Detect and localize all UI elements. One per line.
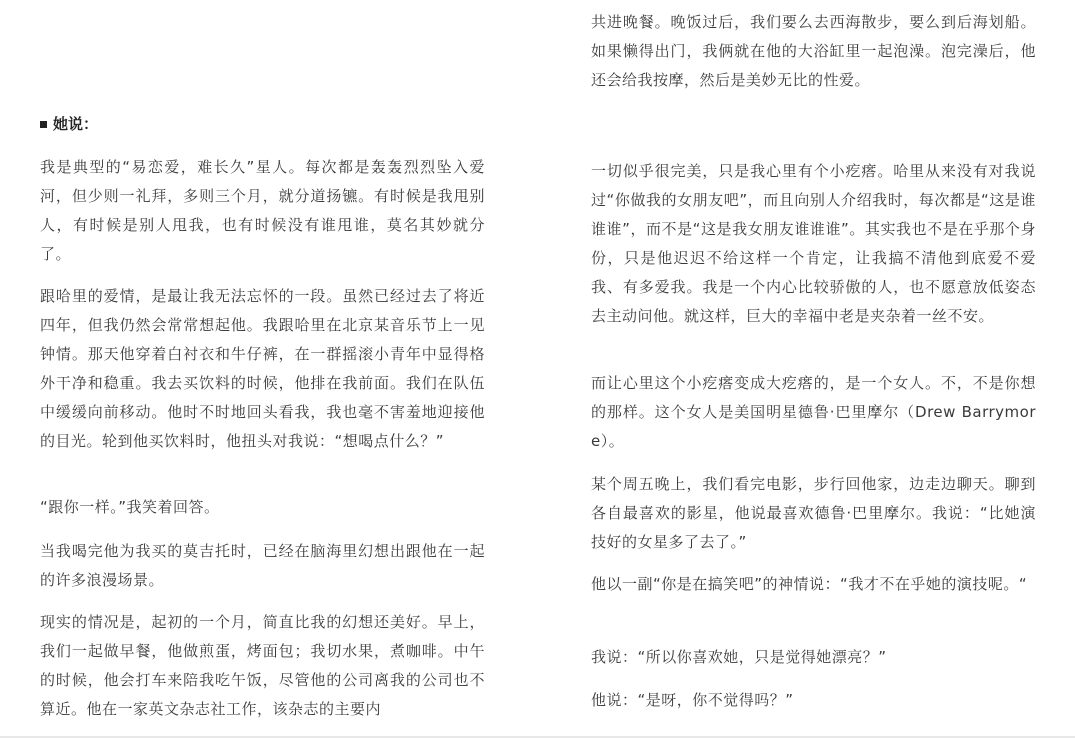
paragraph: 他以一副“你是在搞笑吧”的神情说：“我才不在乎她的演技呢。“ (591, 575, 1028, 593)
paragraph: 跟哈里的爱情，是最让我无法忘怀的一段。虽然已经过去了将近四年，但我仍然会常常想起他。我跟哈里在北京某音乐节上一见钟情。那天他穿着白衬衣和牛仔裤，在一群摇滚小青年中显得格外干净和稳重。我去买饮料的时候，他排在我前面。我们在队伍中缓缓向前移动。他时不时地回头看我，我也毫不害羞地迎接他的目光。轮到他买饮料时，他扭头对我说：“想喝点什么？” (40, 287, 485, 450)
section-heading-text: 她说： (53, 115, 99, 133)
paragraph: 我说：“所以你喜欢她，只是觉得她漂亮？” (591, 648, 887, 666)
paragraph: “跟你一样。”我笑着回答。 (40, 498, 220, 516)
paragraph: 而让心里这个小疙瘩变成大疙瘩的，是一个女人。不，不是你想的那样。这个女人是美国明星德鲁·巴里摩尔（Drew Barrymore）。 (591, 374, 1036, 450)
paragraph: 共进晚餐。晚饭过后，我们要么去西海散步，要么到后海划船。如果懒得出门，我俩就在他的大浴缸里一起泡澡。泡完澡后，他还会给我按摩，然后是美妙无比的性爱。 (591, 13, 1036, 89)
paragraph: 我是典型的“易恋爱，难长久”星人。每次都是轰轰烈烈坠入爱河，但少则一礼拜，多则三个月，就分道扬镳。有时候是我甩别人，有时候是别人甩我，也有时候没有谁甩谁，莫名其妙就分了。 (40, 158, 485, 263)
paragraph: 现实的情况是，起初的一个月，简直比我的幻想还美好。早上，我们一起做早餐，他做煎蛋，烤面包；我切水果，煮咖啡。中午的时候，他会打车来陪我吃午饭，尽管他的公司离我的公司也不算近。他在一家英文杂志社工作，该杂志的主要内 (40, 613, 485, 718)
paragraph: 当我喝完他为我买的莫吉托时，已经在脑海里幻想出跟他在一起的许多浪漫场景。 (40, 542, 485, 589)
paragraph: 他说：“是呀，你不觉得吗？” (591, 691, 794, 709)
paragraph: 一切似乎很完美，只是我心里有个小疙瘩。哈里从来没有对我说过“你做我的女朋友吧”，而且向别人介绍我时，每次都是“这是谁谁谁”，而不是“这是我女朋友谁谁谁”。其实我也不是在乎那个身份，只是他迟迟不给这样一个肯定，让我搞不清他到底爱不爱我、有多爱我。我是一个内心比较骄傲的人，也不愿意放低姿态去主动问他。就这样，巨大的幸福中老是夹杂着一丝不安。 (591, 162, 1036, 325)
paragraph: 某个周五晚上，我们看完电影，步行回他家，边走边聊天。聊到各自最喜欢的影星，他说最喜欢德鲁·巴里摩尔。我说：“比她演技好的女星多了去了。” (591, 475, 1036, 551)
square-bullet-icon (40, 121, 47, 128)
section-heading (40, 110, 485, 139)
